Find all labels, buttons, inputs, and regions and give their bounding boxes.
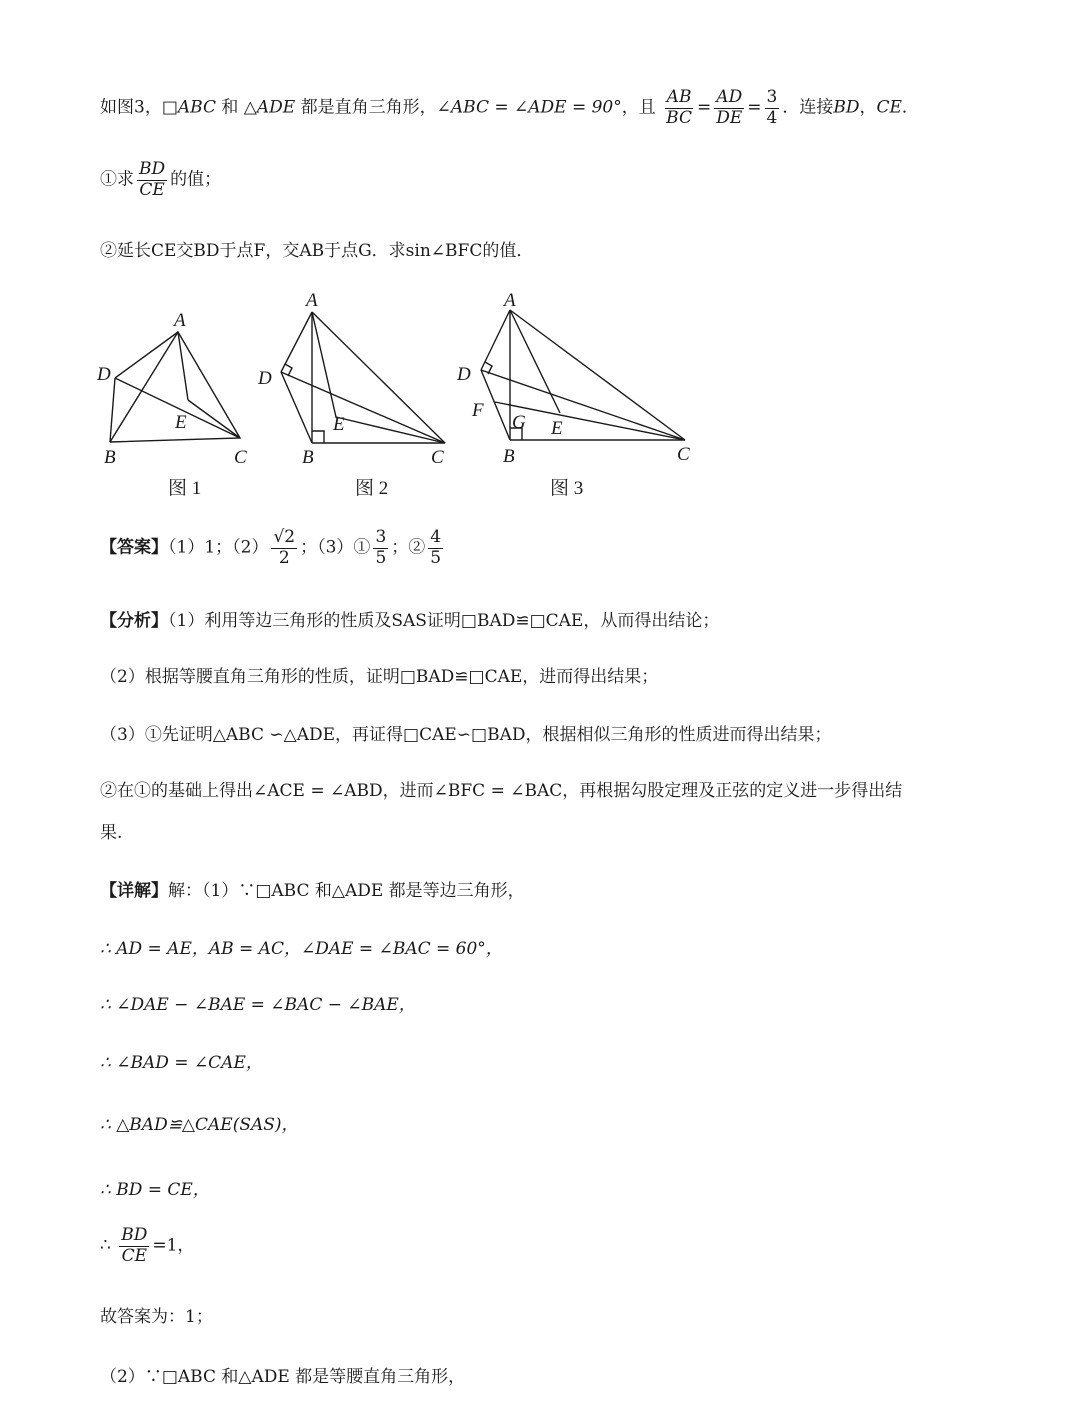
answer-3-5: $\frac{3}{5}$ xyxy=(375,527,387,568)
fraction-3-4: $\frac{3}{4}$ xyxy=(766,87,778,128)
fig2-label-b: B xyxy=(302,447,314,468)
detail-line-4: ∴ ∠BAD = ∠CAE， xyxy=(100,1053,263,1073)
analysis-line-2: （2）根据等腰直角三角形的性质，证明□BAD≌□CAE，进而得出结果； xyxy=(100,667,659,687)
fig2-label-a: A xyxy=(306,290,318,311)
detail-line-1 xyxy=(100,876,525,901)
analysis-line-3: （3）①先证明△ABC ∽△ADE，再证得□CAE∽□BAD，根据相似三角形的性质进而得出结果； xyxy=(100,725,832,745)
detail-line-9: （2）∵□ABC 和△ADE 都是等腰直角三角形， xyxy=(100,1367,466,1387)
comma: ， xyxy=(859,97,877,118)
fraction-bd-ce: $\frac{BD}{CE}$ xyxy=(139,159,166,200)
therefore-glyph: ∴ xyxy=(100,1235,111,1256)
equals-2: = xyxy=(747,97,762,118)
fig1-label-b: B xyxy=(104,447,116,468)
answer-part4: ；② xyxy=(391,537,426,558)
equals-one: =1， xyxy=(152,1235,195,1256)
detail-text-1: 解：（1）∵□ABC 和△ADE 都是等边三角形， xyxy=(168,881,525,901)
fraction-ab-bc: $\frac{AB}{BC}$ xyxy=(666,87,692,128)
answer-line xyxy=(100,528,446,568)
problem-line-1 xyxy=(100,88,919,128)
detail-line-5: ∴ △BAD≌△CAE(SAS)， xyxy=(100,1115,299,1135)
fig1-label-c: C xyxy=(234,447,247,468)
detail-label: 【详解】 xyxy=(100,881,168,901)
fig3-label-b: B xyxy=(503,446,515,467)
geometry-figures xyxy=(0,290,1080,510)
analysis-line-4: ②在①的基础上得出∠ACE = ∠ABD，进而∠BFC = ∠BAC，再根据勾股定理及正弦的定义进一步得出结 xyxy=(100,781,903,801)
detail-line-3: ∴ ∠DAE − ∠BAE = ∠BAC − ∠BAE， xyxy=(100,995,416,1015)
analysis-label: 【分析】 xyxy=(100,611,168,631)
fig3-caption: 图 3 xyxy=(550,478,584,499)
analysis-line-5: 果. xyxy=(100,823,123,843)
fig1-caption: 图 1 xyxy=(168,478,202,499)
fig2-label-d: D xyxy=(258,368,272,389)
figure-1 xyxy=(96,310,247,499)
fig3-label-e: E xyxy=(551,418,563,439)
box-glyph: □ xyxy=(161,97,178,118)
tri-abc: ABC xyxy=(177,97,216,118)
equals: = xyxy=(696,97,712,118)
fig3-label-c: C xyxy=(677,444,690,465)
fig1-label-e: E xyxy=(175,412,187,433)
answer-4-5: $\frac{4}{5}$ xyxy=(430,527,442,568)
connect-text: ．连接 xyxy=(782,97,834,118)
answer-sqrt2-over-2: $\frac{√2}{2}$ xyxy=(273,527,296,568)
question-1 xyxy=(100,160,221,200)
period: ． xyxy=(901,97,919,118)
fig1-label-a: A xyxy=(174,310,186,331)
problem-mid: 都是直角三角形， xyxy=(295,97,437,118)
detail-line-8: 故答案为：1； xyxy=(100,1307,213,1327)
answer-part3: ；（3）① xyxy=(300,537,371,558)
fig2-caption: 图 2 xyxy=(355,478,389,499)
figure-2 xyxy=(257,290,445,499)
and2-text: ，且 xyxy=(621,97,656,118)
fig3-label-f: F xyxy=(472,400,484,421)
fraction-ad-de: $\frac{AD}{DE}$ xyxy=(716,87,743,128)
analysis-line-1 xyxy=(100,606,719,631)
and-text: 和 △ xyxy=(215,97,257,118)
tri-ade: ADE xyxy=(256,97,296,118)
q1-suffix: 的值； xyxy=(170,169,222,190)
fraction-bd-ce-result: $\frac{BD}{CE}$ xyxy=(121,1225,148,1266)
problem-intro: 如图3， xyxy=(100,97,162,118)
q1-prefix: ①求 xyxy=(100,169,134,190)
fig1-label-d: D xyxy=(97,364,111,385)
question-2: ②延长CE交BD于点F，交AB于点G．求sin∠BFC的值． xyxy=(100,241,534,261)
fig3-label-d: D xyxy=(457,364,471,385)
analysis-text-1: （1）利用等边三角形的性质及SAS证明□BAD≌□CAE，从而得出结论； xyxy=(168,611,720,631)
detail-line-2: ∴ AD = AE，AB = AC，∠DAE = ∠BAC = 60°， xyxy=(100,939,503,959)
ce-label: CE xyxy=(876,97,902,118)
detail-line-6: ∴ BD = CE， xyxy=(100,1180,210,1200)
answer-part1: （1）1；（2） xyxy=(168,537,269,558)
fig3-label-a: A xyxy=(504,290,516,311)
fig2-label-e: E xyxy=(333,414,345,435)
fig3-label-g: G xyxy=(512,412,526,433)
figure-3 xyxy=(456,290,690,499)
angle-equation: ∠ABC = ∠ADE = 90° xyxy=(436,97,622,118)
bd-label: BD xyxy=(833,97,860,118)
detail-line-7 xyxy=(100,1226,194,1266)
answer-label: 【答案】 xyxy=(100,537,168,558)
fig2-label-c: C xyxy=(431,447,444,468)
